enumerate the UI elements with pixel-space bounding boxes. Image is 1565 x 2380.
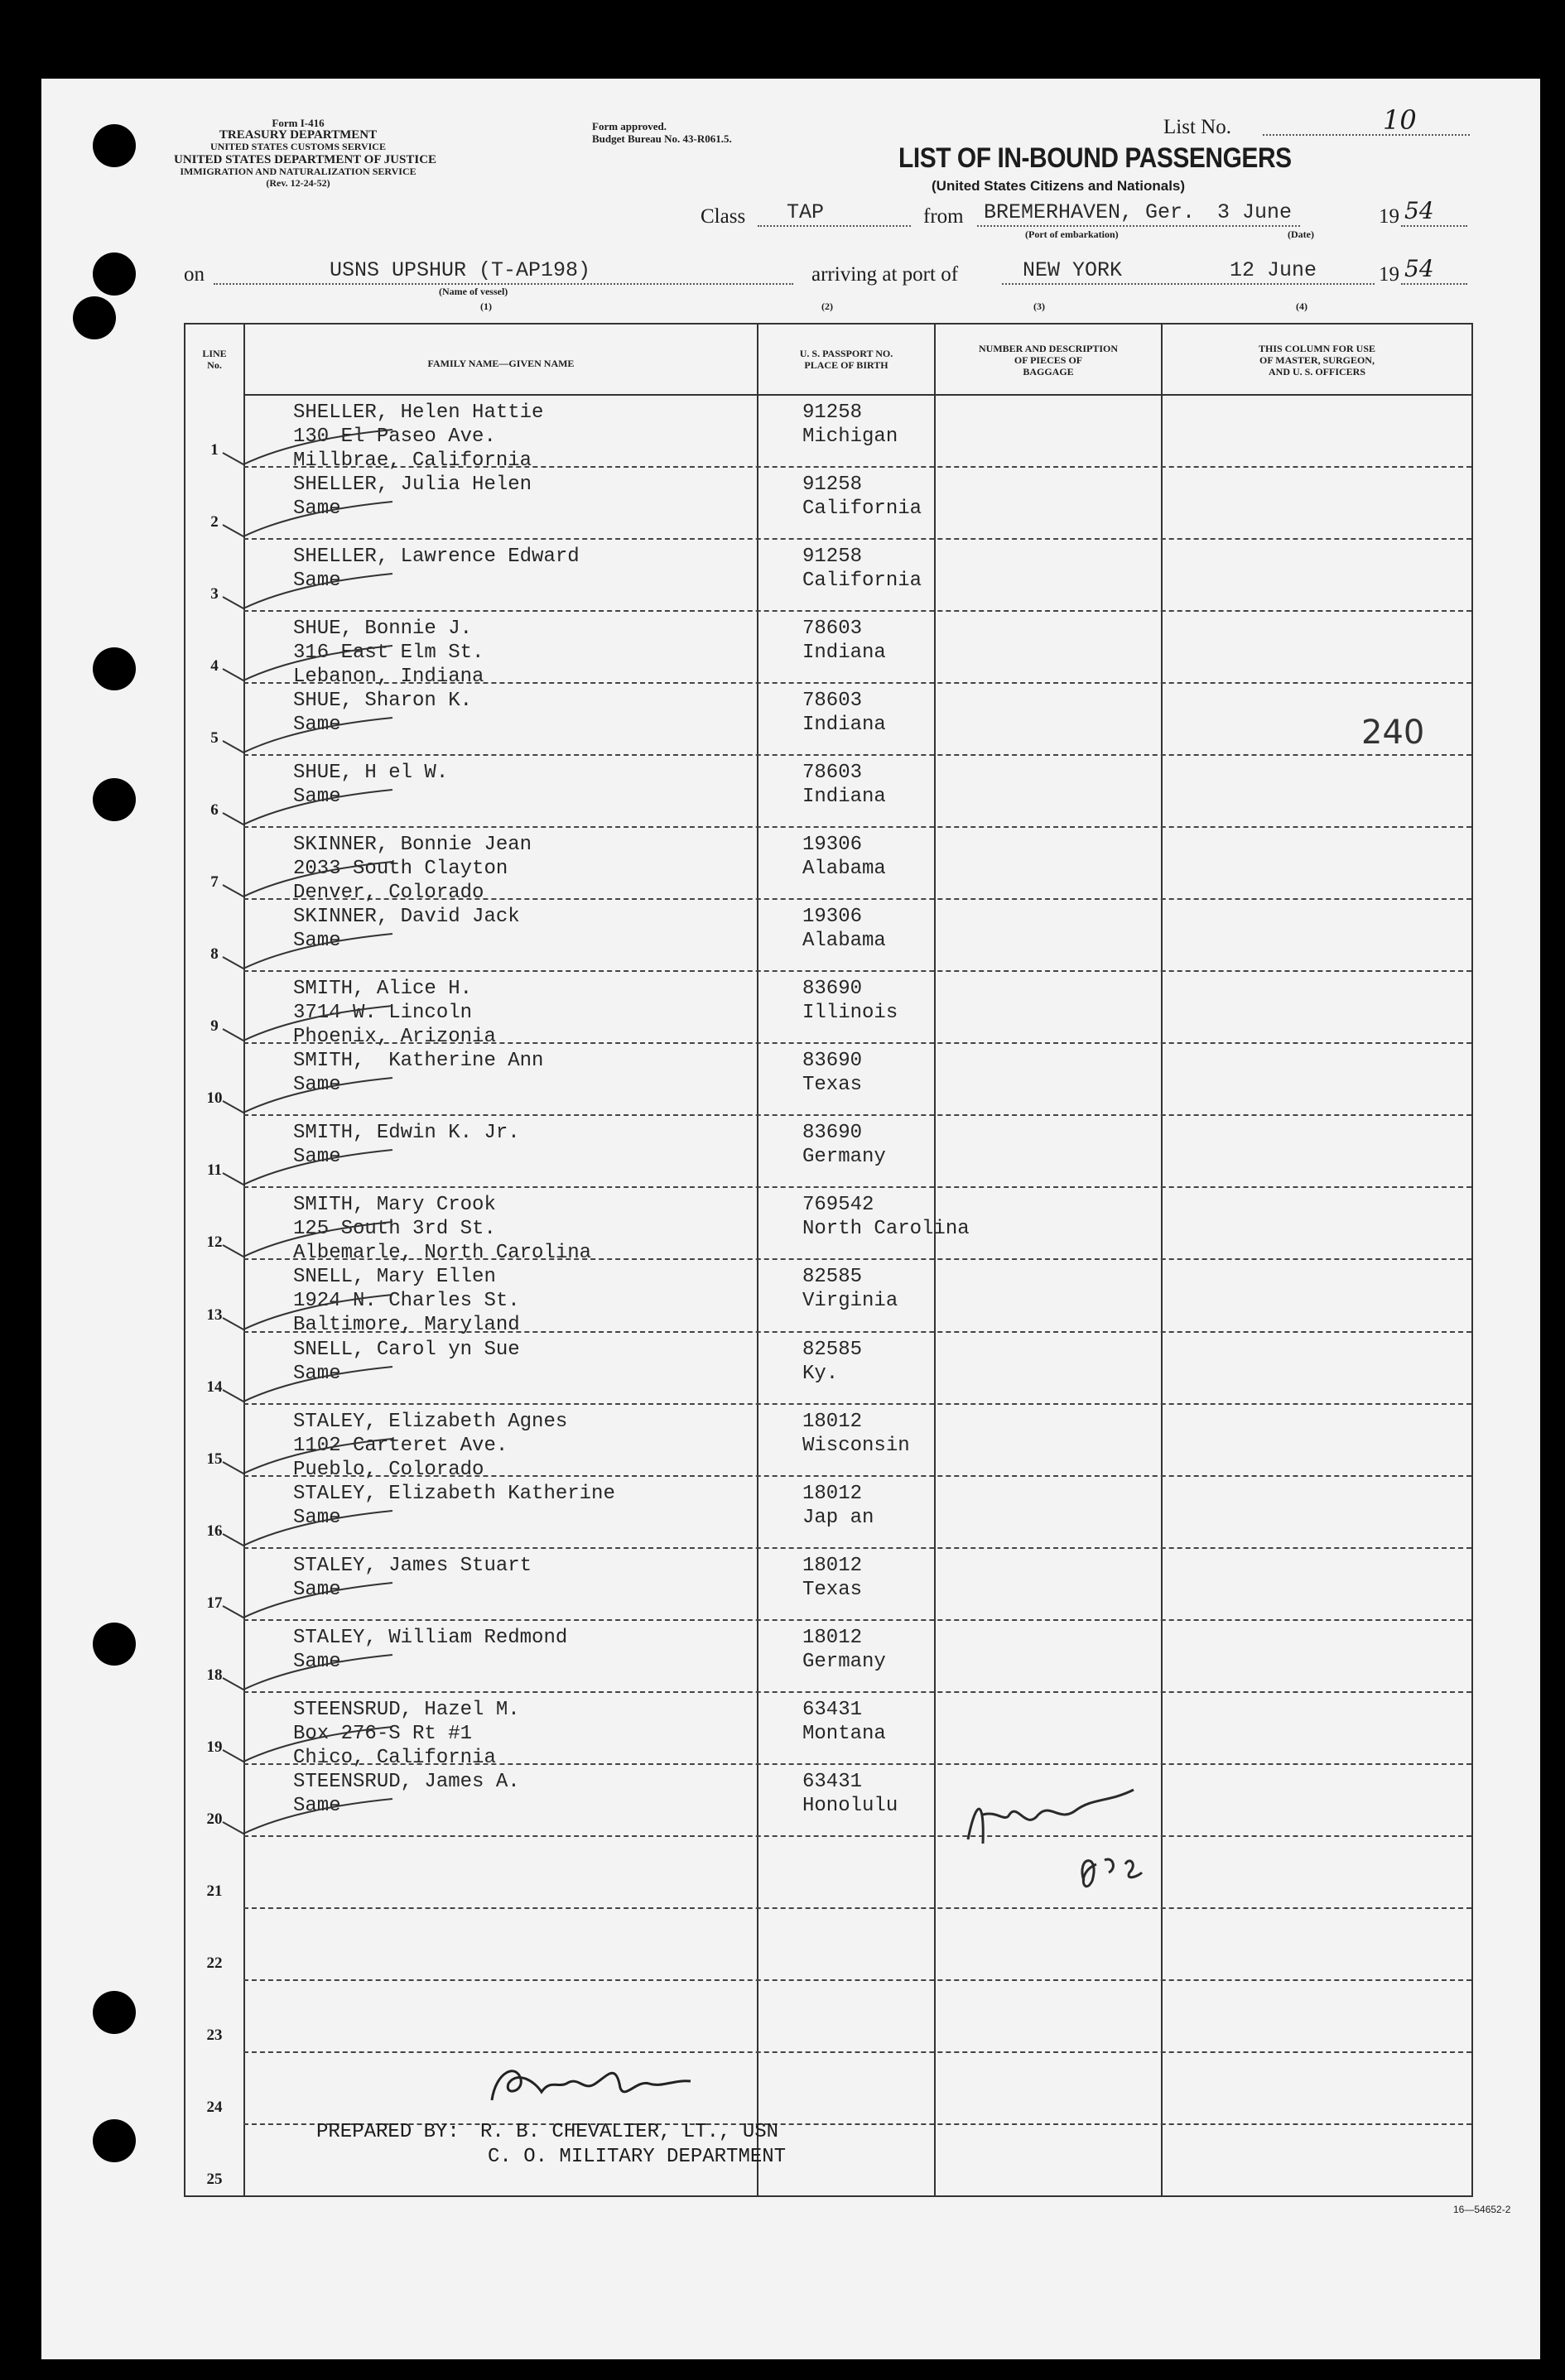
- check-mark: [219, 572, 401, 613]
- page-subtitle: (United States Citizens and Nationals): [932, 178, 1186, 194]
- check-mark: [219, 1509, 401, 1551]
- row-rule: [243, 1547, 1471, 1549]
- line-number: 18: [206, 1666, 223, 1684]
- check-mark: [219, 716, 401, 757]
- line-number: 6: [210, 801, 219, 820]
- passenger-name: STEENSRUD, James A. Same: [293, 1770, 520, 1817]
- from-date: 3 June: [1217, 200, 1293, 224]
- line-number: 24: [206, 2098, 223, 2116]
- officer-note: 240: [1361, 714, 1425, 752]
- list-no-value: 10: [1383, 104, 1417, 136]
- class-field: [758, 199, 911, 227]
- from-port: BREMERHAVEN, Ger.: [984, 200, 1196, 224]
- list-no-line: [1263, 106, 1470, 136]
- passport-birthplace: 83690 Illinois: [802, 978, 898, 1025]
- passport-birthplace: 18012 Texas: [802, 1554, 863, 1601]
- line-number: 2: [210, 513, 219, 531]
- handwritten-baggage-notation: [960, 1765, 1175, 1897]
- row-rule: [243, 538, 1471, 540]
- passport-birthplace: 769542 North Carolina: [802, 1194, 970, 1241]
- list-no-label: List No.: [1163, 116, 1231, 138]
- prepared-by-label: PREPARED BY:: [316, 2121, 460, 2143]
- arrival-year: 54: [1404, 255, 1434, 282]
- line-number: 1: [210, 441, 219, 459]
- arrival-field: [1002, 257, 1375, 285]
- passport-birthplace: 82585 Ky.: [802, 1338, 863, 1385]
- form-number: Form I-416: [272, 117, 325, 129]
- col-caption-1: (1): [480, 301, 492, 312]
- passport-birthplace: 19306 Alabama: [802, 834, 886, 881]
- ins-service: IMMIGRATION AND NATURALIZATION SERVICE: [180, 166, 417, 177]
- passenger-name: SHUE, Bonnie J. 316 East Elm St. Lebanon, Indiana: [293, 618, 484, 689]
- passenger-name: SMITH, Katherine Ann Same: [293, 1050, 544, 1097]
- class-value: TAP: [787, 200, 825, 224]
- line-number: 9: [210, 1017, 219, 1036]
- punch-hole: [93, 778, 136, 821]
- check-mark: [219, 428, 401, 469]
- check-mark: [219, 1653, 401, 1695]
- check-mark: [219, 1581, 401, 1623]
- check-mark: [219, 1293, 401, 1334]
- passenger-name: STALEY, Elizabeth Agnes 1102 Carteret Ave. Pueblo, Colorado: [293, 1410, 568, 1481]
- row-rule: [243, 970, 1471, 972]
- line-number: 13: [206, 1305, 223, 1324]
- check-mark: [219, 1437, 401, 1478]
- col-caption-4: (4): [1296, 301, 1307, 312]
- justice-department: UNITED STATES DEPARTMENT OF JUSTICE: [174, 153, 437, 166]
- row-rule: [243, 1186, 1471, 1188]
- line-number: 7: [210, 873, 219, 892]
- row-rule: [243, 1619, 1471, 1621]
- line-number: 17: [206, 1594, 223, 1612]
- row-rule: [243, 1403, 1471, 1405]
- check-mark: [219, 1220, 401, 1262]
- passenger-name: SMITH, Alice H. 3714 W. Lincoln Phoenix, Arizonia: [293, 978, 496, 1049]
- check-mark: [219, 1004, 401, 1046]
- date-caption: (Date): [1288, 228, 1314, 240]
- passenger-name: STALEY, Elizabeth Katherine Same: [293, 1482, 615, 1529]
- line-number: 10: [206, 1089, 223, 1108]
- passport-birthplace: 91258 Michigan: [802, 401, 898, 448]
- row-rule: [243, 1114, 1471, 1116]
- budget-bureau: Budget Bureau No. 43-R061.5.: [592, 132, 732, 145]
- line-number: 22: [206, 1954, 223, 1972]
- arriving-label: arriving at port of: [811, 263, 959, 286]
- vessel-name: USNS UPSHUR (T-AP198): [330, 258, 591, 282]
- line-number: 12: [206, 1233, 223, 1252]
- passenger-name: STALEY, James Stuart Same: [293, 1554, 532, 1601]
- passenger-name: SHELLER, Helen Hattie 130 El Paseo Ave. Millbrae, California: [293, 401, 544, 472]
- line-number: 8: [210, 945, 219, 964]
- col-caption-2: (2): [821, 301, 833, 312]
- check-mark: [219, 788, 401, 829]
- col-header-passport: U. S. PASSPORT NO. PLACE OF BIRTH: [799, 348, 893, 371]
- row-rule: [243, 2051, 1471, 2053]
- passenger-name: SHELLER, Lawrence Edward Same: [293, 546, 580, 593]
- passenger-name: STEENSRUD, Hazel M. Box 276-S Rt #1 Chico, California: [293, 1698, 520, 1769]
- line-number: 5: [210, 729, 219, 748]
- check-mark: [219, 932, 401, 974]
- passport-birthplace: 91258 California: [802, 474, 922, 521]
- passport-birthplace: 83690 Texas: [802, 1050, 863, 1097]
- from-year: 54: [1404, 197, 1434, 224]
- row-rule: [243, 754, 1471, 756]
- col-header-name: FAMILY NAME—GIVEN NAME: [427, 358, 575, 369]
- passport-birthplace: 91258 California: [802, 546, 922, 593]
- row-rule: [243, 1691, 1471, 1693]
- passenger-name: SMITH, Mary Crook 125 South 3rd St. Albemarle, North Carolina: [293, 1194, 592, 1265]
- from-year-prefix: 19: [1379, 205, 1399, 228]
- agency-block: [174, 117, 437, 189]
- arrival-year-prefix: 19: [1379, 263, 1399, 286]
- line-number: 25: [206, 2171, 223, 2188]
- passenger-name: SMITH, Edwin K. Jr. Same: [293, 1122, 520, 1169]
- from-field: [977, 199, 1300, 227]
- row-rule: [243, 610, 1471, 612]
- line-number: 16: [206, 1522, 223, 1540]
- row-rule: [243, 1835, 1471, 1837]
- punch-hole: [93, 1623, 136, 1666]
- check-mark: [219, 1797, 401, 1839]
- punch-hole: [93, 1991, 136, 2034]
- col-header-officers: THIS COLUMN FOR USE OF MASTER, SURGEON, AND U. S. OFFICERS: [1258, 343, 1376, 377]
- page-title: LIST OF IN-BOUND PASSENGERS: [898, 142, 1292, 174]
- check-mark: [219, 500, 401, 541]
- line-number: 20: [206, 1810, 223, 1828]
- approval-block: [592, 120, 732, 145]
- passport-birthplace: 18012 Germany: [802, 1626, 886, 1673]
- passport-birthplace: 63431 Honolulu: [802, 1770, 898, 1817]
- line-number: 4: [210, 657, 219, 676]
- punch-hole: [93, 252, 136, 296]
- punch-hole: [93, 2119, 136, 2162]
- row-rule: [243, 1907, 1471, 1909]
- passport-birthplace: 82585 Virginia: [802, 1266, 898, 1313]
- punch-hole: [93, 124, 136, 167]
- passenger-name: SKINNER, Bonnie Jean 2033 South Clayton Denver, Colorado: [293, 834, 532, 905]
- col-header-line-no: LINE No.: [202, 348, 227, 371]
- passport-birthplace: 78603 Indiana: [802, 618, 886, 665]
- prepared-by-name: R. B. CHEVALIER, LT., USN: [480, 2121, 779, 2143]
- from-year-field: [1401, 199, 1467, 227]
- passenger-name: SNELL, Mary Ellen 1924 N. Charles St. Baltimore, Maryland: [293, 1266, 520, 1337]
- on-label: on: [184, 263, 205, 286]
- line-number: 21: [206, 1882, 223, 1900]
- passenger-name: SHUE, H el W. Same: [293, 762, 449, 809]
- row-rule: [243, 1979, 1471, 1981]
- vessel-caption: (Name of vessel): [439, 286, 508, 297]
- passenger-name: SHELLER, Julia Helen Same: [293, 474, 532, 521]
- col-caption-3: (3): [1033, 301, 1045, 312]
- passenger-name: SHUE, Sharon K. Same: [293, 690, 473, 737]
- signature: [484, 2055, 699, 2113]
- arrival-date: 12 June: [1230, 258, 1317, 282]
- arrival-year-field: [1401, 257, 1467, 285]
- punch-hole: [73, 296, 116, 339]
- print-code: 16—54652-2: [1453, 2204, 1511, 2215]
- passenger-name: STALEY, William Redmond Same: [293, 1626, 568, 1673]
- line-number: 15: [206, 1450, 223, 1468]
- check-mark: [219, 1148, 401, 1190]
- vessel-field: [214, 257, 793, 285]
- line-number: 23: [206, 2026, 223, 2044]
- customs-service: UNITED STATES CUSTOMS SERVICE: [210, 141, 386, 152]
- arrival-port: NEW YORK: [1023, 258, 1123, 282]
- passport-birthplace: 19306 Alabama: [802, 906, 886, 953]
- col-header-baggage: NUMBER AND DESCRIPTION OF PIECES OF BAGGAGE: [978, 343, 1119, 377]
- passenger-name: SNELL, Carol yn Sue Same: [293, 1338, 520, 1385]
- form-revision: (Rev. 12-24-52): [266, 177, 330, 189]
- class-label: Class: [701, 205, 746, 228]
- form-approved: Form approved.: [592, 120, 667, 132]
- check-mark: [219, 860, 401, 902]
- port-embark-caption: (Port of embarkation): [1025, 228, 1119, 240]
- passport-birthplace: 78603 Indiana: [802, 762, 886, 809]
- passenger-table: [184, 323, 1473, 2197]
- check-mark: [219, 1076, 401, 1118]
- prepared-by-department: C. O. MILITARY DEPARTMENT: [488, 2146, 787, 2168]
- line-number: 14: [206, 1378, 223, 1396]
- treasury-department: TREASURY DEPARTMENT: [219, 128, 378, 142]
- passport-birthplace: 78603 Indiana: [802, 690, 886, 737]
- passport-birthplace: 18012 Wisconsin: [802, 1410, 910, 1457]
- line-number: 19: [206, 1738, 223, 1756]
- passenger-name: SKINNER, David Jack Same: [293, 906, 520, 953]
- passport-birthplace: 18012 Jap an: [802, 1482, 874, 1529]
- line-number: 11: [207, 1161, 222, 1180]
- check-mark: [219, 1365, 401, 1406]
- check-mark: [219, 644, 401, 685]
- passport-birthplace: 63431 Montana: [802, 1698, 886, 1745]
- header-rule: [243, 394, 1471, 396]
- row-rule: [243, 826, 1471, 828]
- punch-hole: [93, 647, 136, 690]
- passport-birthplace: 83690 Germany: [802, 1122, 886, 1169]
- check-mark: [219, 1725, 401, 1767]
- from-label: from: [923, 205, 964, 228]
- line-number: 3: [210, 585, 219, 603]
